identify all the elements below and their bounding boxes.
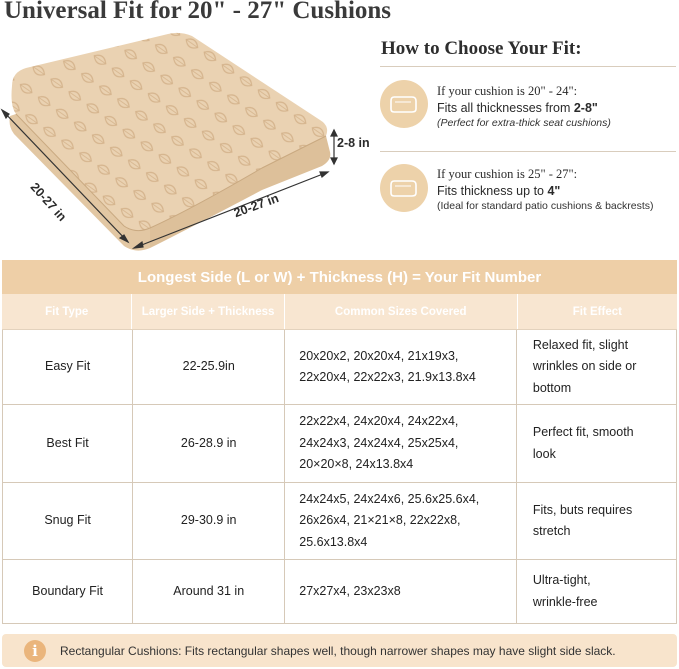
divider [380, 151, 676, 152]
table-header [2, 294, 677, 330]
width-dimension-label: 20-27 in [232, 191, 281, 221]
fit-type-cell: Best Fit [3, 405, 133, 482]
table-row [3, 560, 676, 624]
effect-cell: Fits, buts requires stretch [532, 502, 633, 538]
option-1-note: (Perfect for extra-thick seat cushions) [437, 117, 611, 129]
effect-cell: Perfect fit, smooth look [532, 425, 634, 461]
fit-type-cell: Easy Fit [3, 330, 133, 404]
fit-type-cell: Snug Fit [3, 483, 133, 559]
info-note [2, 634, 677, 667]
cushion-icon [380, 164, 428, 212]
table-row [3, 405, 676, 483]
table-row [3, 330, 676, 405]
range-cell: 26-28.9 in [133, 405, 285, 482]
option-1-text: Fits all thicknesses from 2-8" [437, 101, 598, 115]
option-2-text: Fits thickness up to 4" [437, 184, 561, 198]
header-fit-effect: Fit Effect [572, 305, 622, 318]
depth-dimension-label: 20-27 in [27, 180, 70, 224]
info-note-text: Rectangular Cushions: Fits rectangular shapes well, though narrower shapes may have slight side slack. [60, 643, 616, 658]
option-1-condition: If your cushion is 20" - 24": [437, 84, 578, 98]
header-common-sizes: Common Sizes Covered [285, 294, 518, 329]
cushion-illustration [0, 30, 380, 265]
range-cell: Around 31 in [133, 560, 285, 623]
header-fit-type: Fit Type [2, 294, 132, 329]
option-2-note: (Ideal for standard patio cushions & backrests) [437, 200, 654, 212]
table-title: Longest Side (L or W) + Thickness (H) = Your Fit Number [2, 260, 677, 294]
option-2-condition: If your cushion is 25" - 27": [437, 167, 578, 181]
range-cell: 22-25.9in [133, 330, 285, 404]
effect-cell: Relaxed fit, slight wrinkles on side or bottom [532, 337, 637, 395]
sizes-cell: 27x27x4, 23x23x8 [285, 560, 517, 623]
fit-type-cell: Boundary Fit [3, 560, 133, 623]
height-dimension-label: 2-8 in [337, 136, 370, 150]
effect-cell: Ultra-tight, wrinkle-free [532, 573, 598, 609]
info-icon: i [24, 640, 46, 662]
fit-table [2, 260, 677, 624]
sizes-cell: 22x22x4, 24x20x4, 24x22x4, 24x24x3, 24x24x4, 25x25x4, 20×20×8, 24x13.8x4 [285, 405, 517, 482]
table-row [3, 483, 676, 560]
header-larger-side: Larger Side + Thickness [132, 294, 284, 329]
page-title: Universal Fit for 20" - 27" Cushions [4, 0, 392, 24]
choose-fit-heading: How to Choose Your Fit: [381, 38, 582, 59]
divider [380, 66, 676, 67]
cushion-icon [380, 80, 428, 128]
sizes-cell: 20x20x2, 20x20x4, 21x19x3, 22x20x4, 22x22x3, 21.9x13.8x4 [285, 330, 517, 404]
range-cell: 29-30.9 in [133, 483, 285, 559]
sizes-cell: 24x24x5, 24x24x6, 25.6x25.6x4, 26x26x4, 21×21×8, 22x22x8, 25.6x13.8x4 [285, 483, 517, 559]
